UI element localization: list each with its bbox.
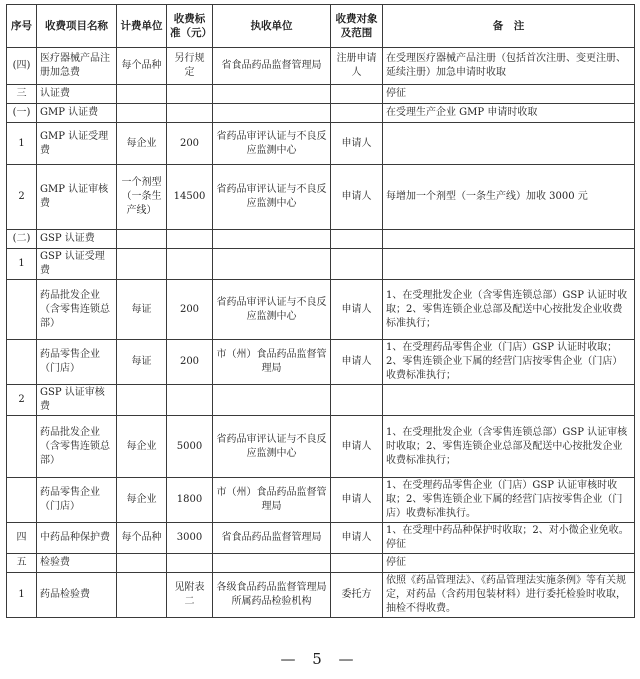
cell-item: 中药品种保护费 xyxy=(37,523,117,554)
cell-item: GMP 认证受理费 xyxy=(37,123,117,165)
cell-executor: 市（州）食品药品监督管理局 xyxy=(213,478,331,523)
cell-item: 药品零售企业（门店） xyxy=(37,340,117,385)
table-row xyxy=(7,280,635,340)
table-row xyxy=(7,230,635,249)
cell-unit: 每证 xyxy=(117,340,167,385)
table-row xyxy=(7,340,635,385)
cell-unit: 每证 xyxy=(117,280,167,340)
table-header-row xyxy=(7,5,635,48)
cell-seq xyxy=(7,340,37,385)
header-target: 收费对象及范围 xyxy=(331,5,383,48)
table-row xyxy=(7,523,635,554)
cell-item: GSP 认证审核费 xyxy=(37,385,117,416)
cell-standard: 另行规定 xyxy=(167,48,213,85)
cell-standard: 200 xyxy=(167,280,213,340)
table-row xyxy=(7,249,635,280)
table-row xyxy=(7,478,635,523)
cell-seq: (四) xyxy=(7,48,37,85)
cell-seq: 1 xyxy=(7,573,37,618)
cell-item: 药品检验费 xyxy=(37,573,117,618)
cell-executor: 省药品审评认证与不良反应监测中心 xyxy=(213,280,331,340)
cell-note: 1、在受理批发企业（含零售连锁总部）GSP 认证时收取；2、零售连锁企业总部及配送中心按批发企业收费标准执行； xyxy=(383,280,635,340)
cell-item: 认证费 xyxy=(37,85,117,104)
cell-seq: (二) xyxy=(7,230,37,249)
cell-note: 在受理医疗器械产品注册（包括首次注册、变更注册、延续注册）加急申请时收取 xyxy=(383,48,635,85)
cell-target: 申请人 xyxy=(331,416,383,478)
cell-target: 注册申请人 xyxy=(331,48,383,85)
cell-item: 药品零售企业（门店） xyxy=(37,478,117,523)
header-executor: 执收单位 xyxy=(213,5,331,48)
cell-seq: 1 xyxy=(7,249,37,280)
cell-standard: 200 xyxy=(167,123,213,165)
cell-seq xyxy=(7,478,37,523)
table-row xyxy=(7,85,635,104)
cell-item: GMP 认证审核费 xyxy=(37,165,117,230)
cell-executor: 市（州）食品药品监督管理局 xyxy=(213,340,331,385)
header-item: 收费项目名称 xyxy=(37,5,117,48)
cell-standard: 200 xyxy=(167,340,213,385)
cell-item: GMP 认证费 xyxy=(37,104,117,123)
cell-seq: 五 xyxy=(7,554,37,573)
cell-executor: 省食品药品监督管理局 xyxy=(213,523,331,554)
cell-note: 在受理生产企业 GMP 申请时收取 xyxy=(383,104,635,123)
header-note: 备 注 xyxy=(383,5,635,48)
cell-seq xyxy=(7,280,37,340)
cell-target: 申请人 xyxy=(331,523,383,554)
cell-unit: 每个品种 xyxy=(117,48,167,85)
cell-executor: 各级食品药品监督管理局所属药品检验机构 xyxy=(213,573,331,618)
header-seq: 序号 xyxy=(7,5,37,48)
table-row xyxy=(7,385,635,416)
cell-executor: 省药品审评认证与不良反应监测中心 xyxy=(213,165,331,230)
cell-item: 医疗器械产品注册加急费 xyxy=(37,48,117,85)
cell-note: 1、在受理批发企业（含零售连锁总部）GSP 认证审核时收取；2、零售连锁企业总部及配送中心按批发企业收费标准执行； xyxy=(383,416,635,478)
page-number: — 5 — xyxy=(280,650,360,668)
cell-item: GSP 认证费 xyxy=(37,230,117,249)
cell-unit: 每企业 xyxy=(117,123,167,165)
cell-standard: 14500 xyxy=(167,165,213,230)
cell-note: 1、在受理中药品种保护时收取；2、对小微企业免收。停征 xyxy=(383,523,635,554)
table-row xyxy=(7,104,635,123)
cell-target: 委托方 xyxy=(331,573,383,618)
cell-unit: 每企业 xyxy=(117,416,167,478)
cell-target: 申请人 xyxy=(331,280,383,340)
cell-seq: 三 xyxy=(7,85,37,104)
cell-item: 药品批发企业（含零售连锁总部） xyxy=(37,280,117,340)
cell-target: 申请人 xyxy=(331,165,383,230)
cell-unit: 一个剂型（一条生产线） xyxy=(117,165,167,230)
cell-executor: 省药品审评认证与不良反应监测中心 xyxy=(213,416,331,478)
cell-unit: 每企业 xyxy=(117,478,167,523)
cell-note: 1、在受理药品零售企业（门店）GSP 认证审核时收取；2、零售连锁企业下属的经营门店按零售企业（门店）收费标准执行。 xyxy=(383,478,635,523)
table-row xyxy=(7,416,635,478)
cell-seq xyxy=(7,416,37,478)
cell-note: 停征 xyxy=(383,85,635,104)
cell-note: 停征 xyxy=(383,554,635,573)
cell-executor: 省药品审评认证与不良反应监测中心 xyxy=(213,123,331,165)
cell-unit: 每个品种 xyxy=(117,523,167,554)
table-row xyxy=(7,573,635,618)
cell-seq: 四 xyxy=(7,523,37,554)
cell-standard: 3000 xyxy=(167,523,213,554)
cell-seq: (一) xyxy=(7,104,37,123)
cell-note: 依照《药品管理法》、《药品管理法实施条例》等有关规定，对药品（含药用包装材料）进行委托检验时收取，抽检不得收费。 xyxy=(383,573,635,618)
table-row xyxy=(7,123,635,165)
table-row xyxy=(7,48,635,85)
cell-seq: 1 xyxy=(7,123,37,165)
cell-item: 检验费 xyxy=(37,554,117,573)
cell-standard: 5000 xyxy=(167,416,213,478)
header-unit: 计费单位 xyxy=(117,5,167,48)
cell-note: 1、在受理药品零售企业（门店）GSP 认证时收取；2、零售连锁企业下属的经营门店按零售企业（门店）收费标准执行； xyxy=(383,340,635,385)
table-row xyxy=(7,554,635,573)
cell-standard: 1800 xyxy=(167,478,213,523)
cell-note xyxy=(383,123,635,165)
cell-unit xyxy=(117,573,167,618)
cell-target: 申请人 xyxy=(331,340,383,385)
cell-target: 申请人 xyxy=(331,123,383,165)
cell-item: 药品批发企业（含零售连锁总部） xyxy=(37,416,117,478)
cell-item: GSP 认证受理费 xyxy=(37,249,117,280)
cell-standard: 见附表二 xyxy=(167,573,213,618)
fee-table xyxy=(6,4,635,618)
cell-target: 申请人 xyxy=(331,478,383,523)
header-standard: 收费标准（元） xyxy=(167,5,213,48)
cell-note: 每增加一个剂型（一条生产线）加收 3000 元 xyxy=(383,165,635,230)
cell-seq: 2 xyxy=(7,165,37,230)
cell-seq: 2 xyxy=(7,385,37,416)
cell-executor: 省食品药品监督管理局 xyxy=(213,48,331,85)
table-row xyxy=(7,165,635,230)
